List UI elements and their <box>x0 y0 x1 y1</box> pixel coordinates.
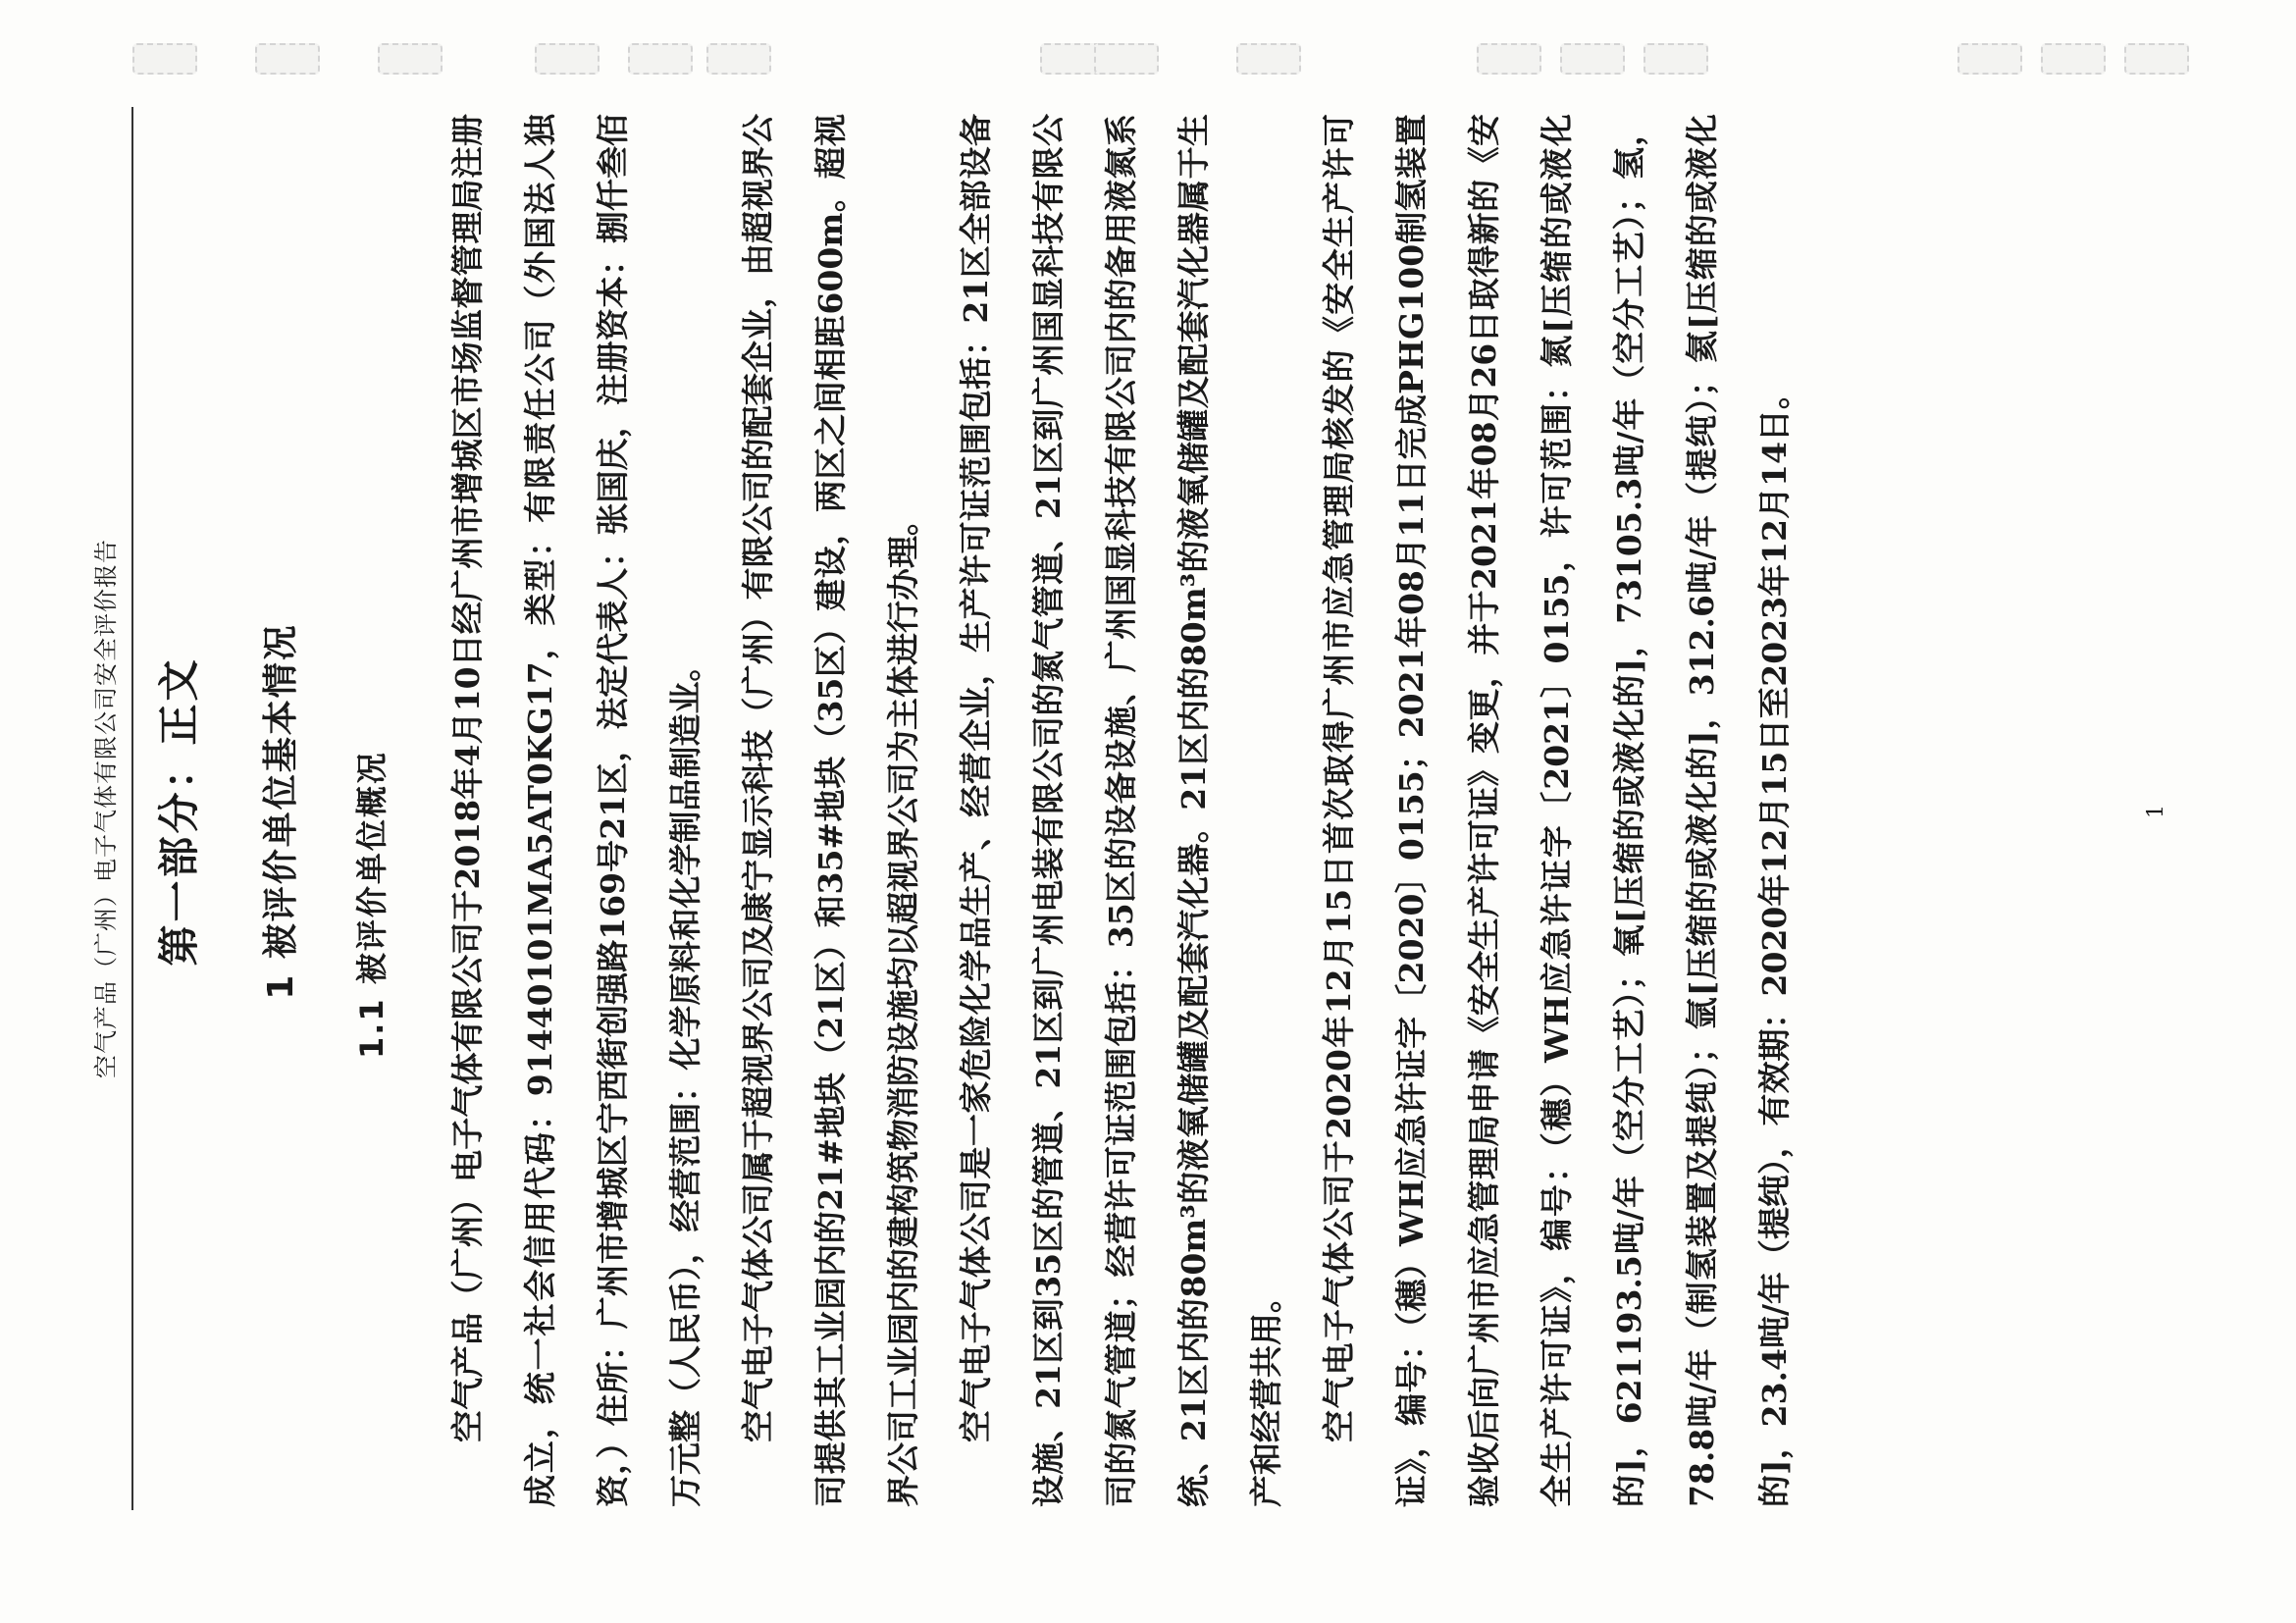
subsection-title: 1.1 被评价单位概况 <box>353 751 391 1059</box>
section-title: 1 被评价单位基本情况 <box>261 623 301 1000</box>
paragraph-supporting-enterprise: 空气电子气体公司属于超视界公司及康宁显示科技（广州）有限公司的配套企业，由超视界公司提供其工业园内的21#地块（21区）和35#地块（35区）建设，两区之间相距600m。超视界公司工业园内的建构筑物消防设施均以超视界公司为主体进行办理。 <box>739 114 922 1507</box>
paragraph-company-registration: 空气产品（广州）电子气体有限公司于2018年4月10日经广州市增城区市场监督管理局注册成立，统一社会信用代码：91440101MA5AT0KG17，类型：有限责任公司（外国法人独资，）住所：广州市增城区宁西街创强路169号21区，法定代表人：张国庆，注册资本：捌仟叁佰万元整（人民币），经营范围：化学原料和化学制品制造业。 <box>448 114 704 1507</box>
paragraph-safety-license: 空气电子气体公司于2020年12月15日首次取得广州市应急管理局核发的《安全生产许可证》，编号：（穗）WH应急许证字〔2020〕0155；2021年08月11日完成PHG100制氢装置验收后向广州市应急管理局申请《安全生产许可证》变更，并于2021年08月26日取得新的《安全生产许可证》，编号：（穗）WH应急许证字〔2021〕0155，许可范围：氮[压缩的或液化的]，621193.5吨/年（空分工艺）；氧[压缩的或液化的]，73105.3吨/年（空分工艺）；氢，78.8吨/年（制氢装置及提纯）；氩[压缩的或液化的]，312.6吨/年（提纯）；氦[压缩的或液化的]，23.4吨/年（提纯），有效期：2020年12月15日至2023年12月14日。 <box>1320 114 1794 1507</box>
part-title: 第一部分：正文 <box>155 656 203 967</box>
report-header: 空气产品（广州）电子气体有限公司安全评价报告 <box>86 107 133 1510</box>
body-text <box>432 114 1811 1507</box>
paragraph-license-scope: 空气电子气体公司是一家危险化学品生产、经营企业，生产许可证范围包括：21区全部设备设施、21区到35区的管道、21区到广州电装有限公司的氮气管道、21区到广州国显科技有限公司的氮气管道；经营许可证范围包括：35区的设备设施、广州国显科技有限公司内的备用液氮系统、21区内的80m³的液氧储罐及配套汽化器。21区内的80m³的液氧储罐及配套汽化器属于生产和经营共用。 <box>957 114 1285 1507</box>
page-number: 1 <box>2144 805 2168 818</box>
